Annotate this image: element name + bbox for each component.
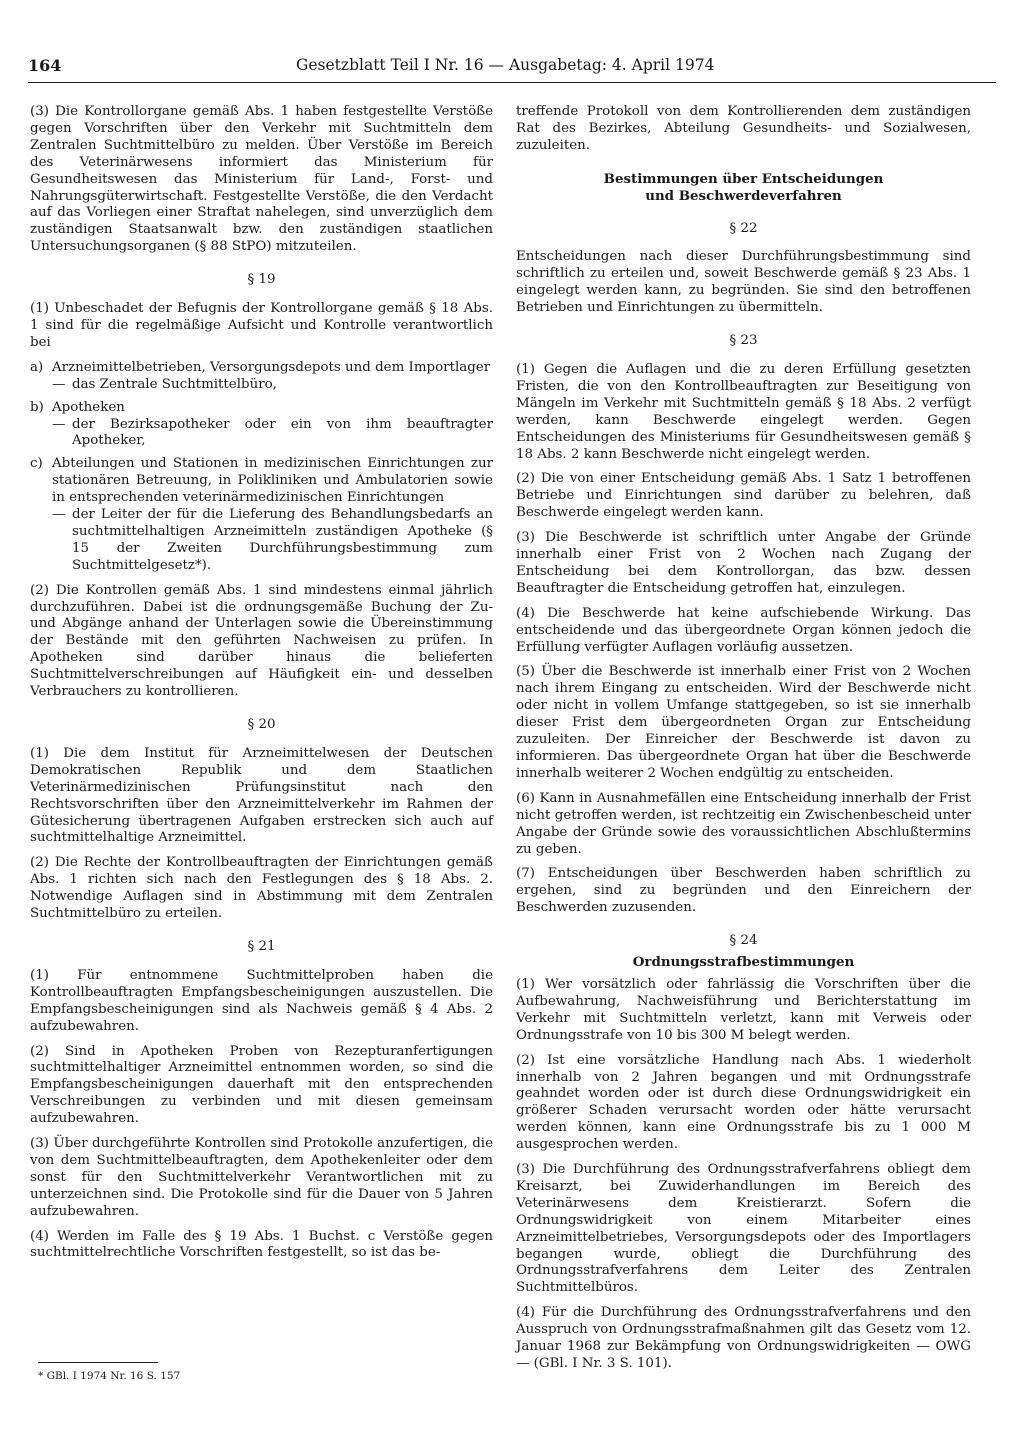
page-header — [28, 56, 996, 83]
paragraph-18-3: (3) Die Kontrollorgane gemäß Abs. 1 haben festgestellte Verstöße gegen Vorschriften über den Verkehr mit Suchtmitteln dem Zentralen Suchtmittelbüro zu melden. Über Verstöße im Bereich des Veterinärwesens informiert das Ministerium für Gesundheitswesen das Ministerium für Land-, Forst- und Nahrungsgüterwirtschaft. Festgestellte Verstöße, die den Verdacht auf das Vorliegen einer Straftat nahelegen, sind unverzüglich dem zuständigen Staatsanwalt bzw. den zuständigen staatlichen Untersuchungsorganen (§ 88 StPO) mitzuteilen. — [30, 104, 493, 255]
paragraph-24-1: (1) Wer vorsätzlich oder fahrlässig die Vorschriften über die Aufbewahrung, Nachweisführung und Berichterstattung im Verkehr mit Suchtmitteln verletzt, kann mit Verweis oder Ordnungsstrafe von 10 bis 300 M belegt werden. — [516, 976, 971, 1043]
responsibility-list — [30, 360, 493, 575]
paragraph-23-1: (1) Gegen die Auflagen und die zu deren Erfüllung gesetzten Fristen, die von den Kontrollbeauftragten zur Beseitigung von Mängeln im Verkehr mit Suchtmitteln gemäß § 18 Abs. 2 verfügt werden, kann Beschwerde eingelegt werden. Gegen Entscheidungen des Ministeriums für Gesundheitswesen gemäß § 18 Abs. 2 kann Beschwerde nicht eingelegt werden. — [516, 361, 971, 462]
paragraph-21-2: (2) Sind in Apotheken Proben von Rezepturanfertigungen suchtmittelhaltiger Arzneimittel entnommen worden, so sind die Empfangsbescheinigungen dauerhaft mit den entsprechenden Verschreibungen zu verbinden und mit diesen gemeinsam aufzubewahren. — [30, 1043, 493, 1127]
paragraph-20-1: (1) Die dem Institut für Arzneimittelwesen der Deutschen Demokratischen Republik und dem Staatlichen Veterinärmedizinischen Prüfungsinstitut nach den Rechtsvorschriften über den Arzneimittelverkehr im Rahmen der Gütesicherung übertragenen Aufgaben erstrecken sich auch auf suchtmittelhaltige Arzneimittel. — [30, 745, 493, 846]
paragraph-23-5: (5) Über die Beschwerde ist innerhalb einer Frist von 2 Wochen nach ihrem Eingang zu entscheiden. Wird der Beschwerde nicht oder nicht in vollem Umfange stattgegeben, so ist sie innerhalb dieser Frist dem übergeordneten Organ zur Entscheidung zuzuleiten. Der Einreicher der Beschwerde ist davon zu informieren. Das übergeordnete Organ hat über die Beschwerde innerhalb weiterer 2 Wochen endgültig zu entscheiden. — [516, 664, 971, 781]
list-item-responsible: das Zentrale Suchtmittelbüro, — [72, 376, 277, 392]
paragraph-23-2: (2) Die von einer Entscheidung gemäß Abs. 1 Satz 1 betroffenen Betriebe und Einrichtungen sind darüber zu belehren, daß Beschwerde eingelegt werden kann. — [516, 471, 971, 521]
header-title: Gesetzblatt Teil I Nr. 16 — Ausgabetag: 4. April 1974 — [296, 56, 715, 74]
paragraph-21-4: (4) Werden im Falle des § 19 Abs. 1 Buchst. c Verstöße gegen suchtmittelrechtliche Vorschriften festgestellt, so ist das be- — [30, 1228, 493, 1261]
page-number: 164 — [28, 56, 62, 75]
right-column — [516, 104, 971, 1381]
paragraph-23-4: (4) Die Beschwerde hat keine aufschiebende Wirkung. Das entscheidende und das übergeordnete Organ können jedoch die Erfüllung verfügter Auflagen vorläufig aussetzen. — [516, 605, 971, 655]
list-item-responsible: der Leiter der für die Lieferung des Behandlungsbedarfs an suchtmittelhaltigen Arzneimitteln zuständigen Apotheke (§ 15 der Zweiten Durchführungsbestimmung zum Suchtmittelgesetz*). — [72, 507, 493, 573]
footnote-divider — [38, 1362, 158, 1363]
paragraph-23-6: (6) Kann in Ausnahmefällen eine Entscheidung innerhalb der Frist nicht getroffen werden, ist rechtzeitig ein Zwischenbescheid unter Angabe der Gründe sowie des voraussichtlichen Abschlußtermins zu geben. — [516, 790, 971, 857]
left-column — [30, 104, 493, 1270]
dash-mark: — — [52, 376, 66, 392]
paragraph-19-2: (2) Die Kontrollen gemäß Abs. 1 sind mindestens einmal jährlich durchzuführen. Dabei ist die ordnungsgemäße Buchung der Zu- und Abgänge anhand der Unterlagen sowie die Übereinstimmung der Bestände mit den geführten Nachweisen zu prüfen. In Apotheken sind darüber hinaus die belieferten Suchtmittelverschreibungen auf Häufigkeit ein- und desselben Verbrauchers zu kontrollieren. — [30, 582, 493, 700]
paragraph-24-4: (4) Für die Durchführung des Ordnungsstrafverfahrens und den Ausspruch von Ordnungsstrafmaßnahmen gilt das Gesetz vom 12. Januar 1968 zur Bekämpfung von Ordnungswidrigkeiten — OWG — (GBl. I Nr. 3 S. 101). — [516, 1305, 971, 1371]
list-item — [30, 360, 493, 394]
section-24-title: Ordnungsstrafbestimmungen — [632, 954, 855, 971]
dash-mark: — — [52, 507, 66, 523]
chapter-heading-line2: und Beschwerdeverfahren — [645, 187, 842, 204]
chapter-heading — [516, 171, 971, 205]
paragraph-20-2: (2) Die Rechte der Kontrollbeauftragten der Einrichtungen gemäß Abs. 1 richten sich nach den Festlegungen des § 18 Abs. 2. Notwendige Auflagen sind in Abstimmung mit dem Zentralen Suchtmittelbüro zu erteilen. — [30, 855, 493, 922]
list-item-text: Apotheken — [52, 399, 125, 415]
section-19-heading: § 19 — [247, 272, 276, 288]
paragraph-23-7: (7) Entscheidungen über Beschwerden haben schriftlich zu ergehen, sind zu begründen und den Einreichern der Beschwerden zuzusenden. — [516, 866, 971, 916]
paragraph-24-3: (3) Die Durchführung des Ordnungsstrafverfahrens obliegt dem Kreisarzt, bei Zuwiderhandlungen im Bereich des Veterinärwesens dem Kreistierarzt. Sofern die Ordnungswidrigkeit von einem Mitarbeiter eines Arzneimittelbetriebes, Versorgungsdepots oder des Importlagers begangen wurde, obliegt die Durchführung des Ordnungsstrafverfahrens dem Leiter des Zentralen Suchtmittelbüros. — [516, 1162, 971, 1296]
list-item-label: c) — [30, 456, 43, 472]
chapter-heading-line1: Bestimmungen über Entscheidungen — [603, 170, 884, 187]
list-item-label: a) — [30, 359, 44, 375]
list-item-responsible: der Bezirksapotheker oder ein von ihm beauftragter Apotheker, — [72, 416, 493, 449]
section-22-heading: § 22 — [729, 220, 758, 236]
list-item — [30, 456, 493, 574]
paragraph-21-3: (3) Über durchgeführte Kontrollen sind Protokolle anzufertigen, die von dem Suchtmittelbeauftragten, dem Apothekenleiter oder dem sonst für den Suchtmittelverkehr Verantwortlichen mit zu unterzeichnen sind. Die Protokolle sind für die Dauer von 5 Jahren aufzubewahren. — [30, 1136, 493, 1219]
paragraph-21-1: (1) Für entnommene Suchtmittelproben haben die Kontrollbeauftragten Empfangsbescheinigungen auszustellen. Die Empfangsbescheinigungen sind als Nachweis gemäß § 4 Abs. 2 aufzubewahren. — [30, 967, 493, 1034]
section-24-heading: § 24 — [729, 933, 758, 949]
paragraph-22: Entscheidungen nach dieser Durchführungsbestimmung sind schriftlich zu erteilen und, soweit Beschwerde gemäß § 23 Abs. 1 eingelegt werden kann, zu begründen. Sie sind den betroffenen Betrieben und Einrichtungen zu übermitteln. — [516, 249, 971, 316]
section-23-heading: § 23 — [729, 333, 758, 349]
dash-mark: — — [52, 416, 66, 432]
paragraph-24-2: (2) Ist eine vorsätzliche Handlung nach Abs. 1 wiederholt innerhalb von 2 Jahren begangen und mit Ordnungsstrafe geahndet worden oder ist durch diese Ordnungswidrigkeit ein größerer Schaden verursacht worden oder hätte verursacht werden können, kann eine Ordnungsstrafe bis zu 1 000 M ausgesprochen werden. — [516, 1052, 971, 1153]
section-21-heading: § 21 — [247, 938, 276, 954]
list-item-label: b) — [30, 399, 44, 415]
section-20-heading: § 20 — [247, 717, 276, 732]
list-item-text: Arzneimittelbetrieben, Versorgungsdepots und dem Importlager — [52, 359, 491, 375]
list-item-text: Abteilungen und Stationen in medizinischen Einrichtungen zur stationären Betreuung, in Polikliniken und Ambulatorien sowie in entsprechenden veterinärmedizinischen Einrichtungen — [52, 456, 493, 506]
list-item — [30, 400, 493, 451]
paragraph-21-4-continued: treffende Protokoll von dem Kontrollierenden dem zuständigen Rat des Bezirkes, Abteilung Gesundheits- und Sozialwesen, zuzuleiten. — [516, 104, 971, 153]
paragraph-23-3: (3) Die Beschwerde ist schriftlich unter Angabe der Gründe innerhalb einer Frist von 2 Wochen nach Zugang der Entscheidung bei dem Kontrollorgan, das bzw. dessen Beauftragter die Entscheidung getroffen hat, einzulegen. — [516, 530, 971, 596]
footnote: * GBl. I 1974 Nr. 16 S. 157 — [38, 1370, 181, 1382]
paragraph-19-1: (1) Unbeschadet der Befugnis der Kontrollorgane gemäß § 18 Abs. 1 sind für die regelmäßige Aufsicht und Kontrolle verantwortlich bei — [30, 301, 493, 350]
